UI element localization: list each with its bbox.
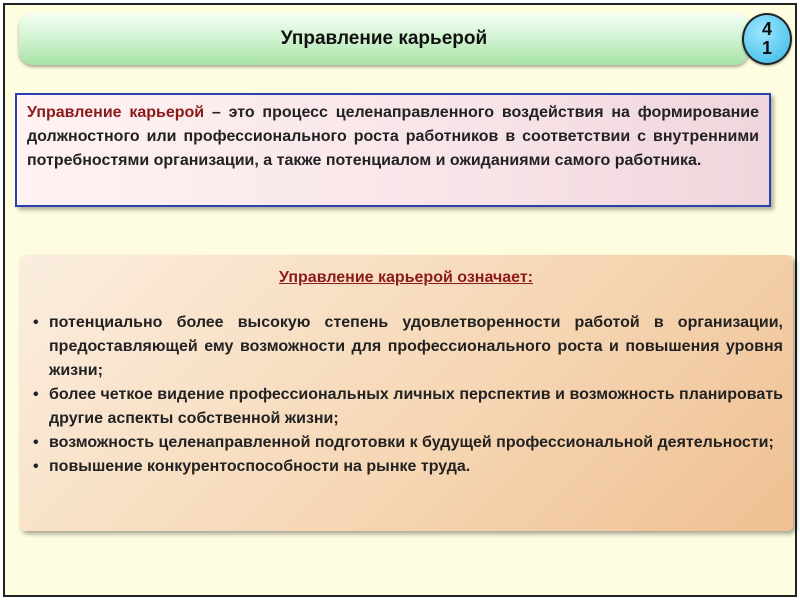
slide-title: Управление карьерой bbox=[280, 28, 488, 49]
bullet-icon: • bbox=[33, 386, 39, 403]
means-list bbox=[29, 311, 783, 479]
definition-box bbox=[15, 93, 771, 207]
list-item-text: более четкое видение профессиональных личных перспектив и возможность планировать другие аспекты собственной жизни; bbox=[49, 386, 783, 427]
definition-term: Управление карьерой bbox=[27, 104, 205, 121]
title-banner bbox=[19, 13, 749, 65]
slide-number-badge bbox=[742, 13, 792, 65]
bullet-icon: • bbox=[33, 314, 39, 331]
definition-text: – это процесс целенаправленного воздействия на формирование должностного или профессионального роста работников в соответствии с внутренними потребностями организации, а также потенциалом и ожиданиями самого работника. bbox=[27, 104, 759, 169]
slide-number-digit-2: 1 bbox=[761, 38, 772, 58]
bullet-icon: • bbox=[33, 434, 39, 451]
list-item bbox=[29, 431, 783, 455]
bullet-icon: • bbox=[33, 458, 39, 475]
slide-number-digit-1: 4 bbox=[761, 19, 772, 39]
list-item-text: потенциально более высокую степень удовлетворенности работой в организации, предоставляющей ему возможности для профессионального роста и повышения уровня жизни; bbox=[49, 314, 783, 379]
list-item bbox=[29, 383, 783, 431]
list-item-text: возможность целенаправленной подготовки к будущей профессиональной деятельности; bbox=[49, 434, 774, 451]
means-box bbox=[19, 255, 793, 531]
means-heading: Управление карьерой означает: bbox=[279, 269, 533, 286]
list-item-text: повышение конкурентоспособности на рынке труда. bbox=[49, 458, 471, 475]
list-item bbox=[29, 455, 783, 479]
list-item bbox=[29, 311, 783, 383]
slide bbox=[3, 3, 797, 597]
